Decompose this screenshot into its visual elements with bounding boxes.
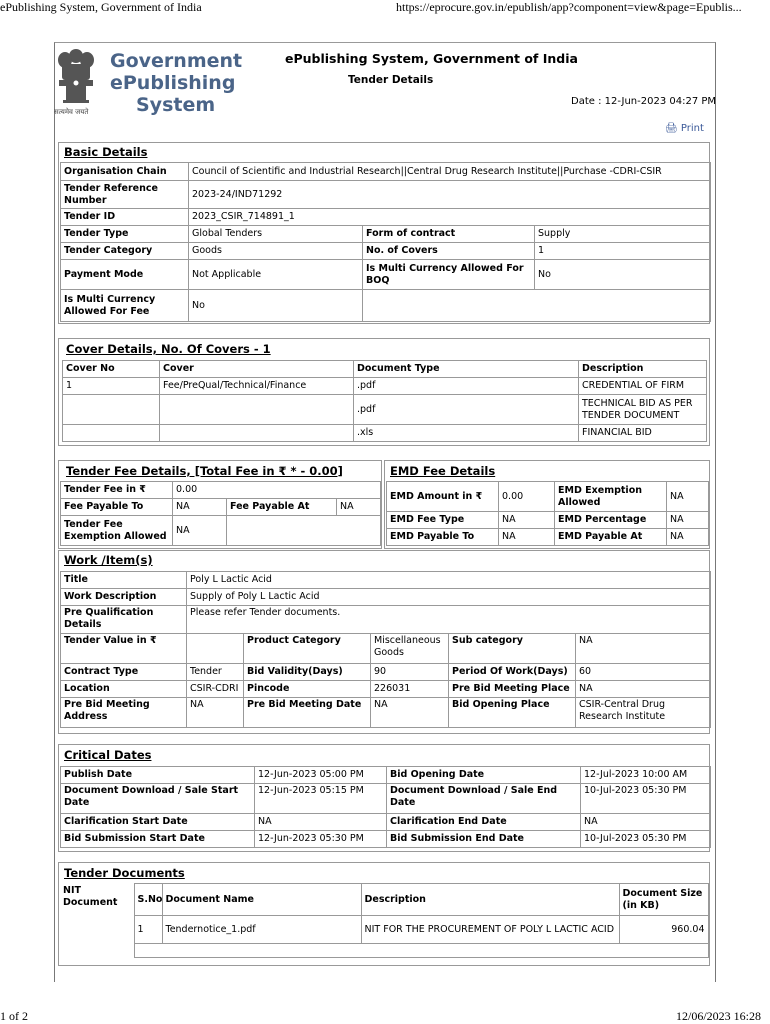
table-row: 1 Fee/PreQual/Technical/Finance .pdf CREDENTIAL OF FIRM <box>63 378 707 395</box>
bid-validity-label: Bid Validity(Days) <box>244 664 371 681</box>
emblem-motto: सत्यमेव जयते <box>54 108 89 116</box>
publish-date-value: 12-Jun-2023 05:00 PM <box>255 767 387 784</box>
work-description-label: Work Description <box>61 589 187 606</box>
page-number: 1 of 2 <box>0 1009 28 1023</box>
emd-fee-type-label: EMD Fee Type <box>387 512 499 529</box>
docs-header-name: Document Name <box>162 884 361 916</box>
cover-details-title: Cover Details, No. Of Covers - 1 <box>66 342 271 356</box>
org-chain-value: Council of Scientific and Industrial Research||Central Drug Research Institute||Purchase -CDRI-CSIR <box>189 163 711 181</box>
fee-exemption-value: NA <box>173 516 227 546</box>
tender-value-label: Tender Value in ₹ <box>61 634 187 664</box>
fee-exemption-label: Tender Fee Exemption Allowed <box>61 516 173 546</box>
work-title-value: Poly L Lactic Acid <box>187 572 711 589</box>
emd-percentage-value: NA <box>667 512 709 529</box>
work-items-title: Work /Item(s) <box>64 553 153 567</box>
work-title-label: Title <box>61 572 187 589</box>
print-button[interactable] <box>665 123 704 134</box>
emd-payable-to-label: EMD Payable To <box>387 529 499 546</box>
bid-opening-date-value: 12-Jul-2023 10:00 AM <box>581 767 711 784</box>
tender-fee-value: 0.00 <box>173 482 381 499</box>
work-items-table <box>60 571 711 728</box>
pre-bid-date-value: NA <box>371 698 449 728</box>
tender-id-label: Tender ID <box>61 209 189 226</box>
emd-exemption-value: NA <box>667 482 709 512</box>
emd-payable-at-label: EMD Payable At <box>555 529 667 546</box>
multi-currency-fee-label: Is Multi Currency Allowed For Fee <box>61 290 189 322</box>
emd-fee-table <box>386 481 709 546</box>
download-start-label: Document Download / Sale Start Date <box>61 784 255 814</box>
fee-payable-at-label: Fee Payable At <box>227 499 337 516</box>
work-description-value: Supply of Poly L Lactic Acid <box>187 589 711 606</box>
tender-ref-label: Tender Reference Number <box>61 181 189 209</box>
clarification-start-label: Clarification Start Date <box>61 814 255 831</box>
table-row: .pdf TECHNICAL BID AS PER TENDER DOCUMENT <box>63 395 707 425</box>
product-category-value: Miscellaneous Goods <box>371 634 449 664</box>
basic-details-table <box>60 162 711 322</box>
fee-payable-to-value: NA <box>173 499 227 516</box>
basic-details-title: Basic Details <box>64 145 148 159</box>
contract-type-label: Contract Type <box>61 664 187 681</box>
multi-currency-boq-label: Is Multi Currency Allowed For BOQ <box>363 260 535 290</box>
emd-payable-to-value: NA <box>499 529 555 546</box>
clarification-end-value: NA <box>581 814 711 831</box>
tender-value-value <box>187 634 244 664</box>
emd-amount-label: EMD Amount in ₹ <box>387 482 499 512</box>
emd-exemption-label: EMD Exemption Allowed <box>555 482 667 512</box>
tender-type-value: Global Tenders <box>189 226 363 243</box>
tender-type-label: Tender Type <box>61 226 189 243</box>
publish-date-label: Publish Date <box>61 767 255 784</box>
form-contract-label: Form of contract <box>363 226 535 243</box>
download-end-label: Document Download / Sale End Date <box>387 784 581 814</box>
critical-dates-title: Critical Dates <box>64 748 152 762</box>
emd-fee-type-value: NA <box>499 512 555 529</box>
download-end-value: 10-Jul-2023 05:30 PM <box>581 784 711 814</box>
no-of-covers-label: No. of Covers <box>363 243 535 260</box>
pincode-value: 226031 <box>371 681 449 698</box>
contract-type-value: Tender <box>187 664 244 681</box>
doc-description: NIT FOR THE PROCUREMENT OF POLY L LACTIC ACID <box>361 916 619 944</box>
tender-fee-title: Tender Fee Details, [Total Fee in ₹ * - 0.00] <box>66 464 343 478</box>
print-label: Print <box>680 123 704 134</box>
submission-start-label: Bid Submission Start Date <box>61 831 255 848</box>
emd-payable-at-value: NA <box>667 529 709 546</box>
emd-amount-value: 0.00 <box>499 482 555 512</box>
doc-sno: 1 <box>134 916 162 944</box>
tender-category-value: Goods <box>189 243 363 260</box>
product-category-label: Product Category <box>244 634 371 664</box>
pre-bid-place-value: NA <box>576 681 711 698</box>
sub-category-value: NA <box>576 634 711 664</box>
payment-mode-label: Payment Mode <box>61 260 189 290</box>
bid-validity-value: 90 <box>371 664 449 681</box>
critical-dates-table <box>60 766 711 848</box>
browser-title: ePublishing System, Government of India <box>0 0 202 14</box>
period-of-work-value: 60 <box>576 664 711 681</box>
site-title: ePublishing System, Government of India <box>285 51 578 66</box>
printer-icon: 🖨 <box>665 123 678 134</box>
tender-ref-value: 2023-24/IND71292 <box>189 181 711 209</box>
site-logo[interactable] <box>54 44 243 120</box>
period-of-work-label: Period Of Work(Days) <box>449 664 576 681</box>
multi-currency-fee-value: No <box>189 290 363 322</box>
table-row <box>60 916 708 944</box>
cover-details-table <box>62 360 707 442</box>
cover-header-description: Description <box>579 361 707 378</box>
tender-fee-table <box>60 481 381 546</box>
tender-id-value: 2023_CSIR_714891_1 <box>189 209 711 226</box>
doc-size: 960.04 <box>619 916 708 944</box>
payment-mode-value: Not Applicable <box>189 260 363 290</box>
nit-document-label: NIT Document <box>63 884 118 908</box>
emd-percentage-label: EMD Percentage <box>555 512 667 529</box>
submission-end-label: Bid Submission End Date <box>387 831 581 848</box>
pincode-label: Pincode <box>244 681 371 698</box>
print-datetime: 12/06/2023 16:28 <box>676 1009 762 1023</box>
docs-header-size: Document Size (in KB) <box>619 884 708 916</box>
tender-fee-label: Tender Fee in ₹ <box>61 482 173 499</box>
clarification-start-value: NA <box>255 814 387 831</box>
pre-bid-date-label: Pre Bid Meeting Date <box>244 698 371 728</box>
prequal-label: Pre Qualification Details <box>61 606 187 634</box>
browser-url: https://eprocure.gov.in/epublish/app?component=view&page=Epublis... <box>396 0 742 14</box>
report-date: Date : 12-Jun-2023 04:27 PM <box>571 96 717 107</box>
cover-header-cover: Cover <box>160 361 354 378</box>
cover-header-doctype: Document Type <box>354 361 579 378</box>
pre-bid-address-value: NA <box>187 698 244 728</box>
pre-bid-address-label: Pre Bid Meeting Address <box>61 698 187 728</box>
cover-header-no: Cover No <box>63 361 160 378</box>
tender-category-label: Tender Category <box>61 243 189 260</box>
submission-end-value: 10-Jul-2023 05:30 PM <box>581 831 711 848</box>
sub-category-label: Sub category <box>449 634 576 664</box>
multi-currency-boq-value: No <box>535 260 711 290</box>
tender-documents-table <box>60 883 709 958</box>
submission-start-value: 12-Jun-2023 05:30 PM <box>255 831 387 848</box>
docs-header-sno: S.No <box>134 884 162 916</box>
no-of-covers-value: 1 <box>535 243 711 260</box>
clarification-end-label: Clarification End Date <box>387 814 581 831</box>
download-start-value: 12-Jun-2023 05:15 PM <box>255 784 387 814</box>
prequal-value: Please refer Tender documents. <box>187 606 711 634</box>
logo-text: Government ePublishing System <box>110 50 243 116</box>
fee-payable-to-label: Fee Payable To <box>61 499 173 516</box>
location-value: CSIR-CDRI <box>187 681 244 698</box>
location-label: Location <box>61 681 187 698</box>
tender-documents-title: Tender Documents <box>64 866 185 880</box>
org-chain-label: Organisation Chain <box>61 163 189 181</box>
bid-opening-place-value: CSIR-Central Drug Research Institute <box>576 698 711 728</box>
docs-header-description: Description <box>361 884 619 916</box>
emd-fee-title: EMD Fee Details <box>390 464 496 478</box>
form-contract-value: Supply <box>535 226 711 243</box>
fee-payable-at-value: NA <box>337 499 381 516</box>
page-title: Tender Details <box>348 74 434 86</box>
pre-bid-place-label: Pre Bid Meeting Place <box>449 681 576 698</box>
table-row: .xls FINANCIAL BID <box>63 425 707 442</box>
bid-opening-place-label: Bid Opening Place <box>449 698 576 728</box>
bid-opening-date-label: Bid Opening Date <box>387 767 581 784</box>
doc-name-link[interactable]: Tendernotice_1.pdf <box>162 916 361 944</box>
